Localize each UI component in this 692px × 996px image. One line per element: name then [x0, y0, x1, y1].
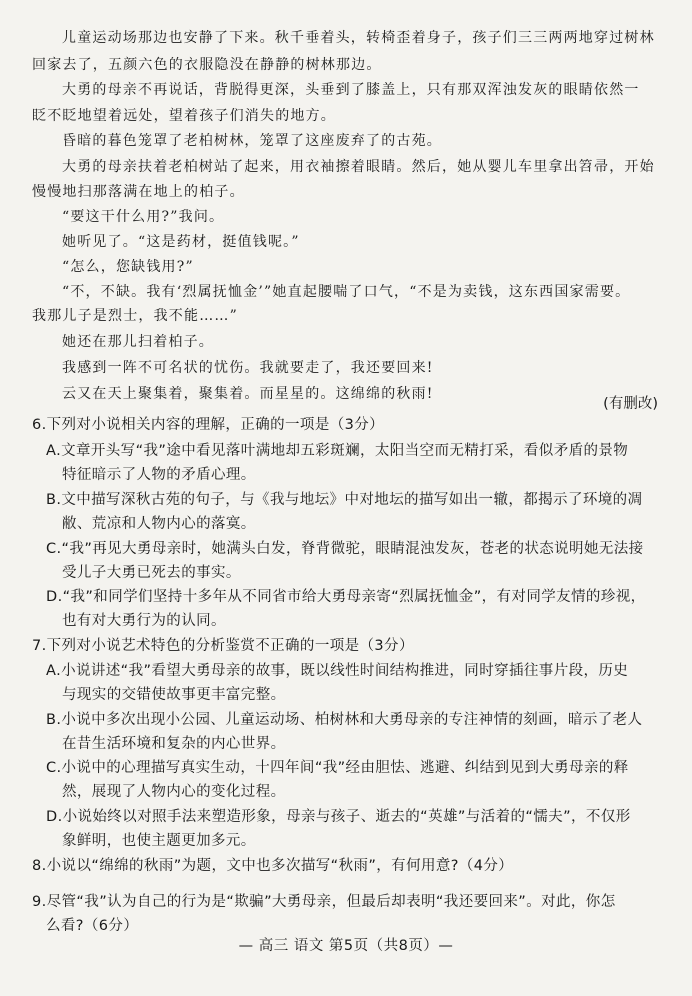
question-7-stem: 7.下列对小说艺术特色的分析鉴赏不正确的一项是（3分） — [32, 638, 414, 654]
q6-option-a-line1: A.文章开头写“我”途中看见落叶满地却五彩斑斓，太阳当空而无精打采，看似矛盾的景物 — [46, 443, 629, 459]
q6-option-b-line1: B.文中描写深秋古苑的句子，与《我与地坛》中对地坛的描写如出一辙，都揭示了环境的凋 — [46, 492, 643, 508]
q6-option-d-line2: 也有对大勇行为的认同。 — [62, 613, 226, 629]
page-footer: — 高三 语文 第5页（共8页）— — [238, 938, 454, 954]
story-line: 大勇的母亲扶着老柏树站了起来，用衣袖擦着眼睛。然后，她从婴儿车里拿出笤帚，开始 — [62, 159, 655, 175]
story-line: 眨不眨地望着远处，望着孩子们消失的地方。 — [32, 108, 336, 124]
story-line: 儿童运动场那边也安静了下来。秋千垂着头，转椅歪着身子，孩子们三三两两地穿过树林 — [62, 30, 655, 46]
story-line: 大勇的母亲不再说话，背脱得更深，头垂到了膝盖上，只有那双浑浊发灰的眼睛依然一 — [62, 82, 640, 98]
q6-option-b-line2: 敝、荒凉和人物内心的落寞。 — [62, 516, 256, 532]
story-line: “要这干什么用?”我问。 — [62, 209, 225, 225]
q6-option-a-line2: 特征暗示了人物的矛盾心理。 — [62, 467, 256, 483]
story-line: 她听见了。“这是药材，挺值钱呢。” — [62, 234, 300, 250]
question-6-stem: 6.下列对小说相关内容的理解，正确的一项是（3分） — [32, 417, 385, 433]
story-line: 昏暗的暮色笼罩了老柏树林，笼罩了这座废弃了的古苑。 — [62, 133, 442, 149]
q7-option-d-line2: 象鲜明，也使主题更加多元。 — [62, 833, 256, 849]
q6-option-c-line2: 受儿子大勇已死去的事实。 — [62, 565, 241, 581]
story-line: 她还在那儿扫着柏子。 — [62, 334, 214, 350]
story-line: “怎么，您缺钱用?” — [62, 259, 194, 275]
q7-option-a-line1: A.小说讲述“我”看望大勇母亲的故事，既以线性时间结构推进，同时穿插往事片段，历史 — [46, 663, 629, 679]
story-line: 我感到一阵不可名状的忧伤。我就要走了，我还要回来! — [62, 360, 434, 376]
story-line: 云又在天上聚集着，聚集着。而星星的。这绵绵的秋雨! — [62, 386, 434, 402]
q7-option-c-line1: C.小说中的心理描写真实生动，十四年间“我”经由胆怯、逃避、纠结到见到大勇母亲的释 — [46, 760, 629, 776]
question-8-stem: 8.小说以“绵绵的秋雨”为题，文中也多次描写“秋雨”，有何用意?（4分） — [32, 858, 514, 874]
q7-option-a-line2: 与现实的交错使故事更丰富完整。 — [62, 687, 286, 703]
question-9-stem-line1: 9.尽管“我”认为自己的行为是“欺骗”大勇母亲，但最后却表明“我还要回来”。对此，你怎 — [32, 894, 616, 910]
q7-option-c-line2: 然，展现了人物内心的变化过程。 — [62, 784, 286, 800]
story-line: 我那儿子是烈士，我不能……” — [32, 308, 238, 324]
question-9-stem-line2: 么看?（6分） — [46, 918, 139, 934]
q7-option-b-line2: 在昔生活环境和复杂的内心世界。 — [62, 736, 286, 752]
story-line: 慢慢地扫那落满在地上的柏子。 — [32, 184, 245, 200]
q7-option-d-line1: D.小说始终以对照手法来塑造形象，母亲与孩子、逝去的“英雄”与活着的“懦夫”，不仅形 — [46, 809, 631, 825]
q6-option-d-line1: D.“我”和同学们坚持十多年从不同省市给大勇母亲寄“烈属抚恤金”，有对同学友情的珍视， — [46, 589, 646, 605]
story-line: 回家去了，五颜六色的衣服隐没在静静的树林那边。 — [32, 57, 382, 73]
story-line: “不，不缺。我有‘烈属抚恤金’”她直起腰喘了口气，“不是为卖钱，这东西国家需要。 — [62, 284, 631, 300]
q7-option-b-line1: B.小说中多次出现小公园、儿童运动场、柏树林和大勇母亲的专注神情的刻画，暗示了老人 — [46, 712, 643, 728]
source-note: (有删改) — [603, 396, 658, 412]
q6-option-c-line1: C.“我”再见大勇母亲时，她满头白发，脊背微驼，眼睛混浊发灰，苍老的状态说明她无法接 — [46, 541, 644, 557]
